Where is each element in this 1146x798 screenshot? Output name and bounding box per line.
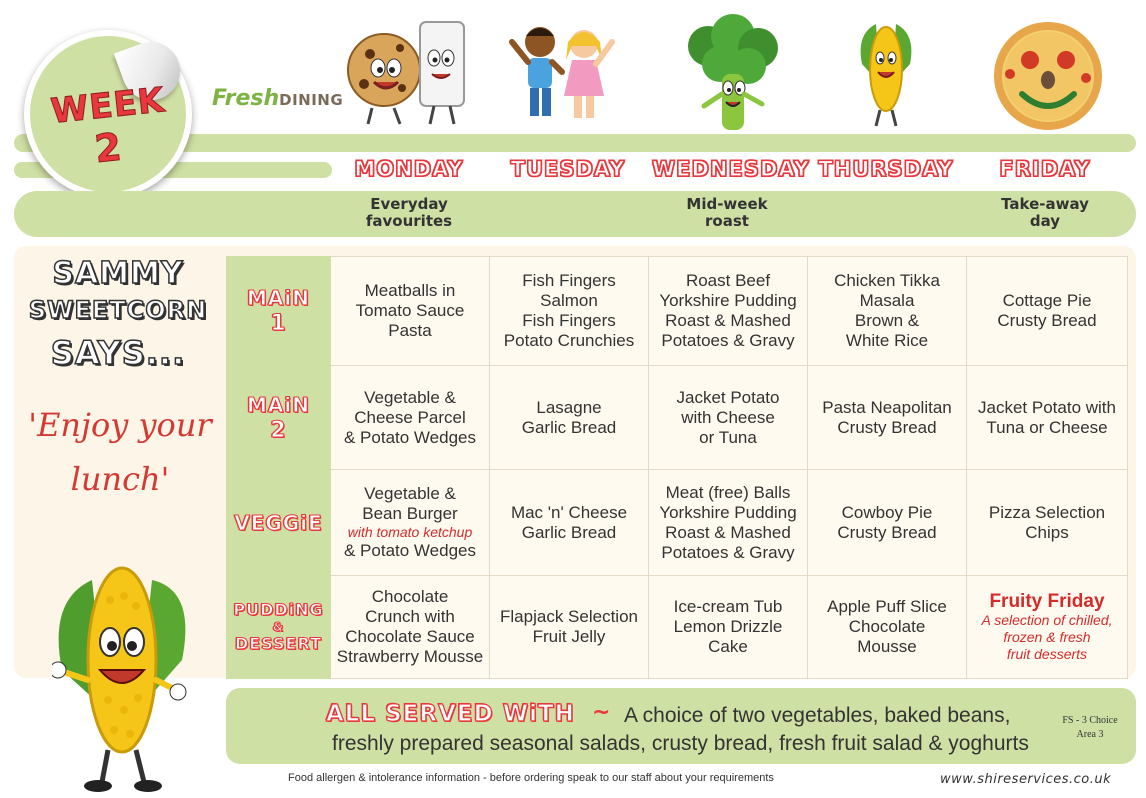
day-monday: MONDAY	[354, 157, 464, 181]
menu-cell-main2-friday: Jacket Potato with Tuna or Cheese	[967, 366, 1128, 470]
theme-monday: Everyday favourites	[365, 195, 453, 230]
menu-cell-pudding-thursday: Apple Puff Slice Chocolate Mousse	[808, 576, 967, 679]
menu-cell-pudding-friday: Fruity Friday A selection of chilled, frozen & fresh fruit desserts	[967, 576, 1128, 679]
sammy-title-2: SWEETCORN	[28, 296, 208, 324]
sweetcorn-icon	[856, 14, 916, 129]
menu-cell-veggie-friday: Pizza Selection Chips	[967, 470, 1128, 576]
allergen-notice: Food allergen & intolerance information - before ordering speak to our staff about your requirements	[288, 772, 774, 784]
enjoy-quote: 'Enjoy your lunch'	[28, 406, 212, 498]
ketchup-note: with tomato ketchup	[347, 524, 473, 540]
broccoli-icon	[678, 14, 788, 134]
menu-cell-veggie-thursday: Cowboy Pie Crusty Bread	[808, 470, 967, 576]
fresh-dining-logo	[212, 86, 343, 111]
menu-cell-main1-wednesday: Roast Beef Yorkshire Pudding Roast & Mashed Potatoes & Gravy	[649, 257, 808, 366]
website-url: www.shireservices.co.uk	[940, 772, 1112, 787]
row-label-main2: MAiN 2	[227, 366, 331, 470]
menu-row-main2	[227, 366, 1128, 470]
day-wednesday: WEDNESDAY	[652, 157, 810, 181]
menu-cell-main1-tuesday: Fish Fingers Salmon Fish Fingers Potato Crunchies	[490, 257, 649, 366]
served-with-line-1: A choice of two vegetables, baked beans,	[624, 704, 1011, 727]
children-icon	[502, 12, 622, 132]
week-label: WEEK	[49, 80, 167, 132]
sammy-title-1: SAMMY	[52, 256, 184, 291]
menu-cell-main1-thursday: Chicken Tikka Masala Brown & White Rice	[808, 257, 967, 366]
row-label-veggie: VEGGiE	[227, 470, 331, 576]
pizza-icon	[990, 18, 1106, 134]
day-friday: FRIDAY	[999, 157, 1091, 181]
logo-fresh: Fresh	[212, 86, 280, 111]
menu-row-veggie	[227, 470, 1128, 576]
logo-dining: DINING	[279, 91, 344, 109]
week-number: 2	[92, 124, 124, 172]
fruity-friday-title: Fruity Friday	[989, 590, 1105, 612]
menu-cell-veggie-wednesday: Meat (free) Balls Yorkshire Pudding Roast & Mashed Potatoes & Gravy	[649, 470, 808, 576]
theme-wednesday: Mid-week roast	[686, 195, 768, 230]
menu-cell-pudding-wednesday: Ice-cream Tub Lemon Drizzle Cake	[649, 576, 808, 679]
menu-cell-veggie-tuesday: Mac 'n' Cheese Garlic Bread	[490, 470, 649, 576]
cookie-and-milk-icon	[342, 18, 472, 128]
menu-cell-pudding-tuesday: Flapjack Selection Fruit Jelly	[490, 576, 649, 679]
served-with-title: ALL SERVED WiTH	[326, 701, 575, 727]
squiggle-icon: ~	[592, 700, 611, 725]
week-badge	[24, 30, 192, 198]
sammy-sweetcorn-icon	[52, 560, 192, 792]
served-with-line-2: freshly prepared seasonal salads, crusty bread, fresh fruit salad & yoghurts	[332, 732, 1029, 755]
menu-cell-main1-friday: Cottage Pie Crusty Bread	[967, 257, 1128, 366]
row-label-main1: MAiN 1	[227, 257, 331, 366]
menu-grid	[226, 256, 1128, 679]
day-tuesday: TUESDAY	[510, 157, 626, 181]
theme-band	[14, 191, 1136, 237]
menu-cell-pudding-monday: Chocolate Crunch with Chocolate Sauce Strawberry Mousse	[331, 576, 490, 679]
menu-row-main1	[227, 257, 1128, 366]
menu-cell-main2-monday: Vegetable & Cheese Parcel & Potato Wedges	[331, 366, 490, 470]
sammy-title-3: SAYS...	[50, 334, 186, 372]
theme-friday: Take-away day	[1001, 195, 1089, 230]
fs-code: FS - 3 Choice Area 3	[1062, 715, 1118, 740]
menu-cell-main2-thursday: Pasta Neapolitan Crusty Bread	[808, 366, 967, 470]
row-label-pudding: PUDDiNG & DESSERT	[227, 576, 331, 679]
menu-cell-main2-wednesday: Jacket Potato with Cheese or Tuna	[649, 366, 808, 470]
menu-row-pudding	[227, 576, 1128, 679]
day-thursday: THURSDAY	[818, 157, 954, 181]
menu-cell-main1-monday: Meatballs in Tomato Sauce Pasta	[331, 257, 490, 366]
menu-cell-main2-tuesday: Lasagne Garlic Bread	[490, 366, 649, 470]
menu-cell-veggie-monday: Vegetable & Bean Burger with tomato ketchup & Potato Wedges	[331, 470, 490, 576]
